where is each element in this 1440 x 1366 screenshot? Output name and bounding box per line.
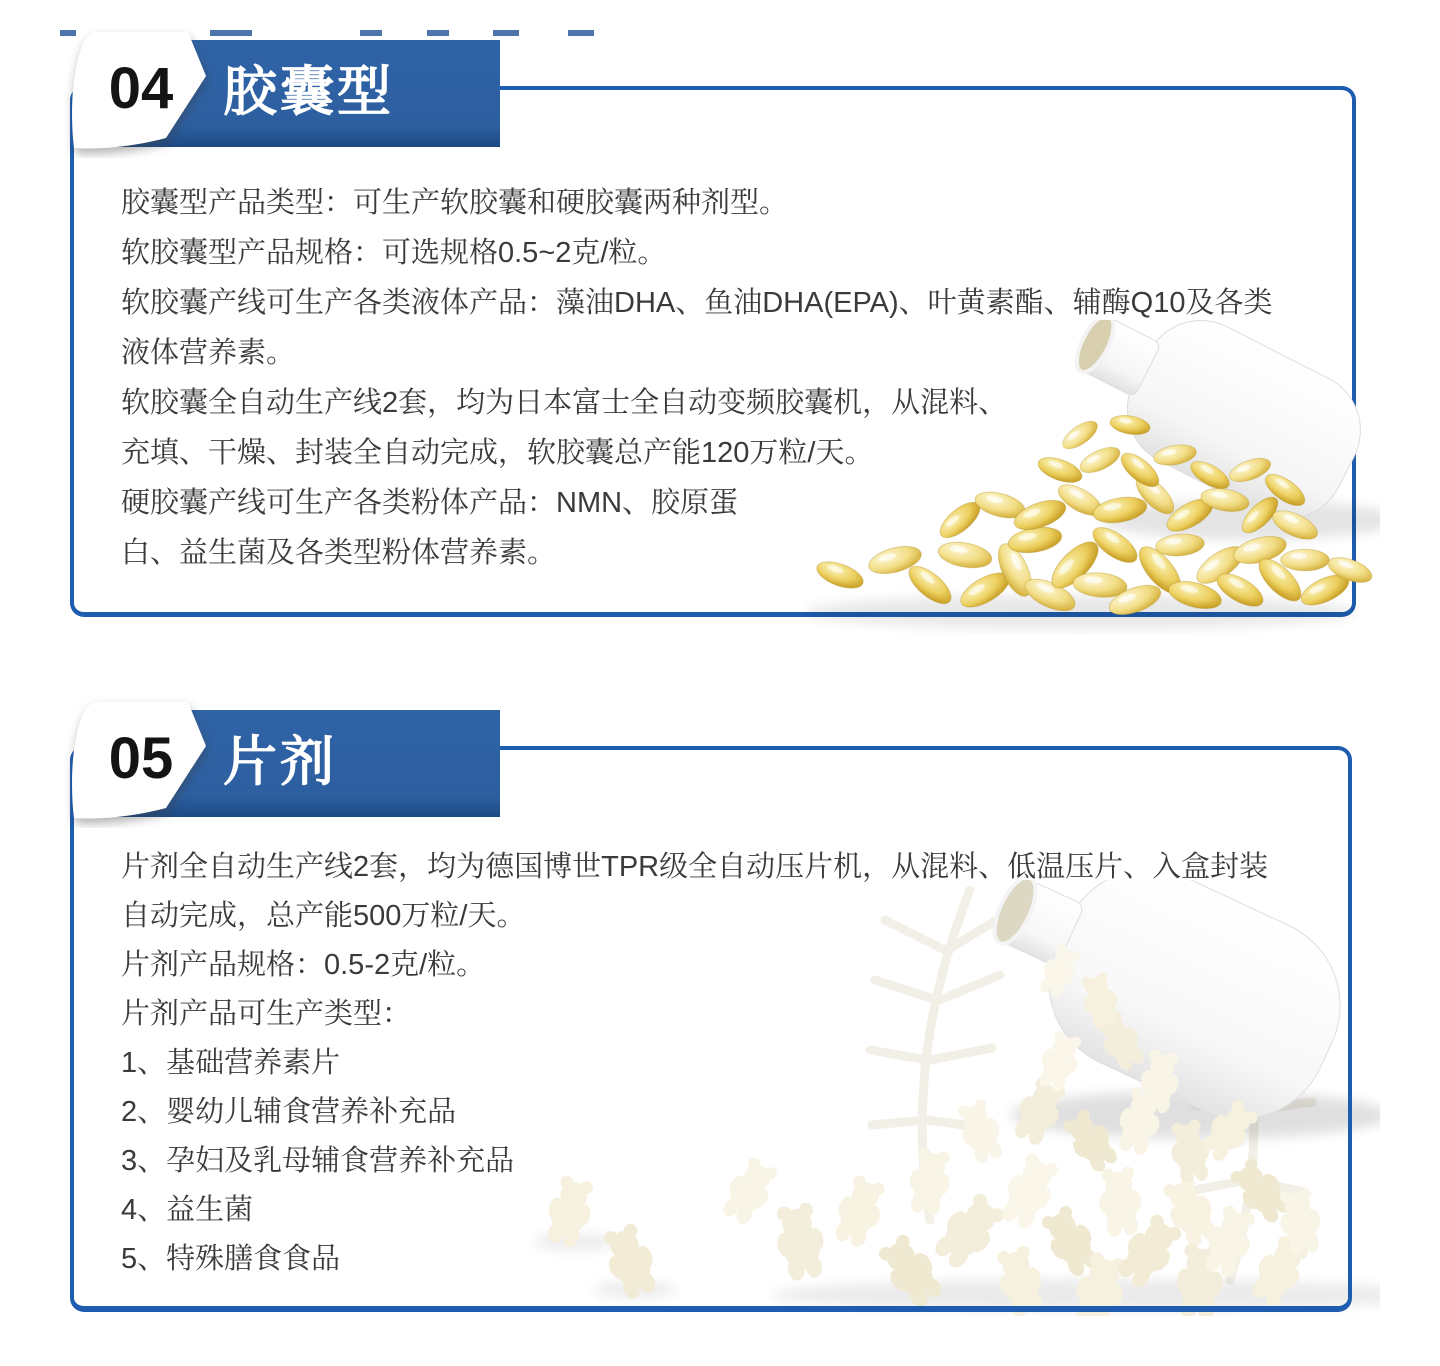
tablet-section-text bbox=[121, 843, 1268, 1284]
text-line: 充填、干燥、封装全自动完成，软胶囊总产能120万粒/天。 bbox=[121, 437, 874, 469]
cropped-artifact bbox=[568, 30, 594, 36]
text-line: 片剂全自动生产线2套，均为德国博世TPR级全自动压片机，从混料、低温压片、入盒封装 bbox=[121, 851, 1269, 883]
text-line: 片剂产品规格：0.5-2克/粒。 bbox=[121, 949, 486, 981]
text-line: 片剂产品可生产类型： bbox=[121, 998, 412, 1030]
cropped-artifact bbox=[210, 30, 252, 36]
text-line: 软胶囊产线可生产各类液体产品：藻油DHA、鱼油DHA(EPA)、叶黄素酯、辅酶Q10及各类 bbox=[121, 287, 1273, 319]
section-title: 片剂 bbox=[223, 732, 337, 792]
cropped-artifact bbox=[427, 30, 449, 36]
text-line: 自动完成，总产能500万粒/天。 bbox=[121, 900, 526, 932]
text-line: 液体营养素。 bbox=[121, 337, 296, 369]
section-title: 胶囊型 bbox=[223, 62, 394, 122]
section-number-badge bbox=[64, 26, 214, 158]
section-number: 04 bbox=[108, 56, 174, 121]
text-line: 1、基础营养素片 bbox=[121, 1047, 341, 1079]
text-line: 4、益生菌 bbox=[121, 1194, 254, 1226]
text-line: 软胶囊全自动生产线2套，均为日本富士全自动变频胶囊机，从混料、 bbox=[121, 387, 1008, 419]
text-line: 软胶囊型产品规格：可选规格0.5~2克/粒。 bbox=[121, 237, 667, 269]
text-line: 胶囊型产品类型：可生产软胶囊和硬胶囊两种剂型。 bbox=[121, 187, 789, 219]
heap-shadow bbox=[805, 595, 1355, 629]
text-line: 3、孕妇及乳母辅食营养补充品 bbox=[121, 1145, 515, 1177]
section-number: 05 bbox=[108, 726, 174, 791]
text-line: 5、特殊膳食食品 bbox=[121, 1243, 341, 1275]
text-line: 2、婴幼儿辅食营养补充品 bbox=[121, 1096, 457, 1128]
capsule-section-text bbox=[121, 178, 1272, 578]
cropped-artifact bbox=[493, 30, 519, 36]
section-number-badge bbox=[64, 696, 214, 828]
cropped-artifact bbox=[360, 30, 382, 36]
text-line: 硬胶囊产线可生产各类粉体产品：NMN、胶原蛋 bbox=[121, 487, 739, 519]
text-line: 白、益生菌及各类型粉体营养素。 bbox=[121, 537, 557, 569]
